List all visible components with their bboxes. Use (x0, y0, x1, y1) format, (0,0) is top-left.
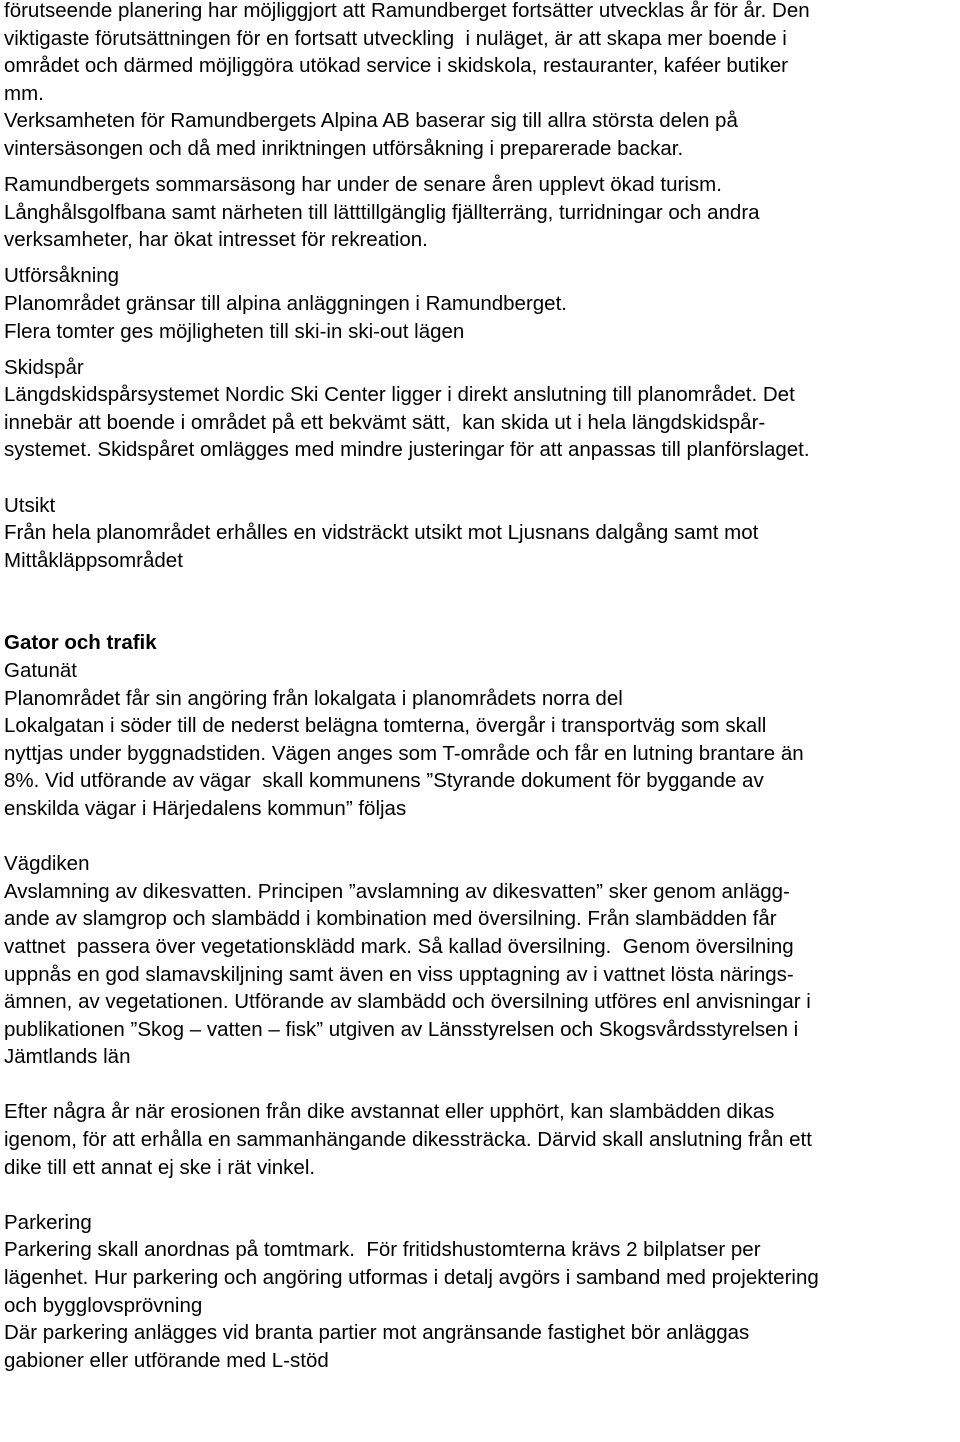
text-line: Parkering skall anordnas på tomtmark. För fritidshustomterna krävs 2 bilplatser per (4, 1238, 761, 1262)
text-line: Planområdet får sin angöring från lokalgata i planområdets norra del (4, 686, 623, 710)
section-heading: Gator och trafik (4, 631, 157, 655)
text-line: dike till ett annat ej ske i rät vinkel. (4, 1155, 316, 1179)
subheading: Gatunät (4, 658, 77, 682)
text-line: Flera tomter ges möjligheten till ski-in ski-out lägen (4, 319, 465, 343)
text-line: Efter några år när erosionen från dike avstannat eller upphört, kan slambädden dikas (4, 1100, 775, 1124)
text-line: Där parkering anlägges vid branta partier mot angränsande fastighet bör anläggas (4, 1321, 750, 1345)
text-line: mm. (4, 81, 44, 105)
text-line: lägenhet. Hur parkering och angöring utformas i detalj avgörs i samband med projektering (4, 1266, 819, 1290)
text-line: nyttjas under byggnadstiden. Vägen anges som T-område och får en lutning brantare än (4, 741, 804, 765)
section-skidspar (4, 354, 956, 464)
text-line: förutseende planering har möjliggjort att Ramundberget fortsätter utvecklas år för år. Den (4, 0, 810, 22)
text-line: enskilda vägar i Härjedalens kommun” följas (4, 796, 407, 820)
section-gator-och-trafik (4, 629, 956, 822)
text-line: Verksamheten för Ramundbergets Alpina AB baserar sig till allra största delen på (4, 109, 738, 133)
text-line: verksamheter, har ökat intresset för rekreation. (4, 228, 428, 252)
subheading: Vägdiken (4, 852, 90, 876)
text-line: igenom, för att erhålla en sammanhängande dikessträcka. Därvid skall anslutning från ett (4, 1128, 812, 1152)
text-line: systemet. Skidspåret omlägges med mindre justeringar för att anpassas till planförslaget. (4, 438, 810, 462)
section-utsikt (4, 492, 956, 575)
text-line: Ramundbergets sommarsäsong har under de senare åren upplevt ökad turism. (4, 173, 722, 197)
section-utforsakning (4, 262, 956, 345)
subheading: Skidspår (4, 355, 84, 379)
text-line: Lokalgatan i söder till de nederst belägna tomterna, övergår i transportväg som skall (4, 714, 767, 738)
text-line: Från hela planområdet erhålles en vidsträckt utsikt mot Ljusnans dalgång samt mot (4, 521, 759, 545)
paragraph-summer-season (4, 171, 956, 254)
paragraph-erosion (4, 1098, 956, 1181)
text-line: Långhålsgolfbana samt närheten till lätttillgänglig fjällterräng, turridningar och andra (4, 200, 760, 224)
section-parkering (4, 1209, 956, 1375)
text-line: uppnås en god slamavskiljning samt även en viss upptagning av i vattnet lösta närings- (4, 962, 794, 986)
subheading: Utsikt (4, 493, 56, 517)
text-line: ande av slamgrop och slambädd i kombination med översilning. Från slambädden får (4, 907, 777, 931)
text-line: publikationen ”Skog – vatten – fisk” utgiven av Länsstyrelsen och Skogsvårdsstyrelsen i (4, 1017, 799, 1041)
text-line: Avslamning av dikesvatten. Principen ”avslamning av dikesvatten” sker genom anlägg- (4, 879, 790, 903)
subheading: Parkering (4, 1210, 92, 1234)
text-line: viktigaste förutsättningen för en fortsatt utveckling i nuläget, är att skapa mer boende i (4, 26, 787, 50)
paragraph-intro (4, 0, 956, 163)
text-line: och bygglovsprövning (4, 1293, 203, 1317)
text-line: området och därmed möjliggöra utökad service i skidskola, restauranter, kaféer butiker (4, 54, 788, 78)
text-line: vattnet passera över vegetationsklädd mark. Så kallad översilning. Genom översilning (4, 934, 794, 958)
text-line: vintersäsongen och då med inriktningen utförsåkning i preparerade backar. (4, 136, 684, 160)
document-page (4, 0, 956, 1374)
text-line: Mittåkläppsområdet (4, 548, 183, 572)
section-vagdiken (4, 850, 956, 1071)
subheading: Utförsåkning (4, 264, 120, 288)
text-line: ämnen, av vegetationen. Utförande av slambädd och översilning utföres enl anvisningar i (4, 990, 811, 1014)
text-line: innebär att boende i området på ett bekvämt sätt, kan skida ut i hela längdskidspår- (4, 410, 766, 434)
text-line: Längdskidspårsystemet Nordic Ski Center ligger i direkt anslutning till planområdet. Det (4, 383, 795, 407)
text-line: Jämtlands län (4, 1045, 131, 1069)
text-line: 8%. Vid utförande av vägar skall kommunens ”Styrande dokument för byggande av (4, 769, 764, 793)
text-line: Planområdet gränsar till alpina anläggningen i Ramundberget. (4, 291, 567, 315)
text-line: gabioner eller utförande med L-stöd (4, 1348, 329, 1372)
